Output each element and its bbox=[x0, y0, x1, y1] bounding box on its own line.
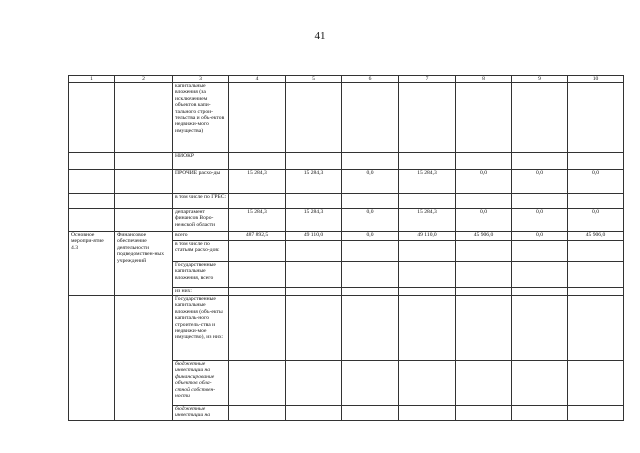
table-cell: 49 110,0 bbox=[399, 232, 456, 241]
table-cell bbox=[69, 170, 115, 194]
column-number: 6 bbox=[342, 76, 399, 83]
table-cell: в том числе по статьям расхо-дов: bbox=[173, 241, 229, 262]
table-cell bbox=[456, 288, 512, 296]
table-cell bbox=[399, 153, 456, 170]
table-cell bbox=[568, 296, 624, 361]
table-cell bbox=[342, 296, 399, 361]
table-row bbox=[69, 209, 624, 232]
table-cell: 0,0 bbox=[342, 232, 399, 241]
table-cell bbox=[568, 83, 624, 153]
column-number: 1 bbox=[69, 76, 115, 83]
table-cell: 0,0 bbox=[456, 209, 512, 232]
table-cell bbox=[399, 194, 456, 209]
table-cell: бюджетные инвестиции на финансирование объектов обла-стной собствен-ности bbox=[173, 361, 229, 406]
table-cell bbox=[399, 406, 456, 421]
table-cell bbox=[286, 288, 342, 296]
table-cell bbox=[115, 153, 173, 170]
table-cell bbox=[456, 361, 512, 406]
table-cell bbox=[456, 194, 512, 209]
table-cell: 0,0 bbox=[512, 232, 568, 241]
table-cell bbox=[342, 262, 399, 288]
table-cell bbox=[115, 194, 173, 209]
table-cell: 15 284,3 bbox=[286, 170, 342, 194]
table-row bbox=[69, 170, 624, 194]
table-cell: всего bbox=[173, 232, 229, 241]
table-row bbox=[69, 296, 624, 361]
table-cell bbox=[69, 194, 115, 209]
table-cell bbox=[286, 241, 342, 262]
table-cell bbox=[342, 241, 399, 262]
table-cell bbox=[229, 406, 286, 421]
table-cell: Государственные капитальные вложения, всего bbox=[173, 262, 229, 288]
table-cell bbox=[512, 83, 568, 153]
table-cell bbox=[229, 288, 286, 296]
table-cell bbox=[286, 83, 342, 153]
table-cell bbox=[115, 296, 173, 421]
table-cell: 487 892,5 bbox=[229, 232, 286, 241]
table-cell bbox=[568, 262, 624, 288]
table-cell bbox=[115, 170, 173, 194]
column-number: 4 bbox=[229, 76, 286, 83]
table-cell bbox=[229, 241, 286, 262]
table-cell bbox=[456, 262, 512, 288]
table-cell: бюджетные инвестиции на bbox=[173, 406, 229, 421]
table-cell bbox=[456, 296, 512, 361]
table-cell bbox=[512, 262, 568, 288]
table-cell bbox=[399, 361, 456, 406]
table-cell: 15 284,3 bbox=[286, 209, 342, 232]
table-cell bbox=[568, 194, 624, 209]
table-cell: 0,0 bbox=[342, 170, 399, 194]
column-number-row bbox=[69, 76, 624, 83]
table-cell bbox=[568, 288, 624, 296]
table-cell bbox=[512, 288, 568, 296]
table-cell: ПРОЧИЕ расхо-ды bbox=[173, 170, 229, 194]
table-cell bbox=[456, 153, 512, 170]
table-cell bbox=[69, 209, 115, 232]
table-cell: 15 284,3 bbox=[229, 209, 286, 232]
table-cell: 15 284,3 bbox=[399, 170, 456, 194]
table-cell bbox=[342, 83, 399, 153]
table-cell bbox=[568, 153, 624, 170]
table-cell bbox=[342, 153, 399, 170]
table-cell bbox=[286, 296, 342, 361]
table-cell: 0,0 bbox=[568, 209, 624, 232]
table-cell bbox=[512, 296, 568, 361]
table-cell bbox=[399, 241, 456, 262]
column-number: 10 bbox=[568, 76, 624, 83]
table-cell: департамент финансов Воро-нежской области bbox=[173, 209, 229, 232]
table-cell bbox=[342, 406, 399, 421]
table-cell bbox=[286, 194, 342, 209]
table-cell bbox=[568, 361, 624, 406]
table-row bbox=[69, 194, 624, 209]
column-number: 2 bbox=[115, 76, 173, 83]
table-cell bbox=[286, 262, 342, 288]
table-cell bbox=[69, 296, 115, 421]
table-cell bbox=[512, 241, 568, 262]
table-cell bbox=[399, 83, 456, 153]
column-number: 5 bbox=[286, 76, 342, 83]
table-cell: из них: bbox=[173, 288, 229, 296]
table-cell bbox=[456, 406, 512, 421]
table-cell: 0,0 bbox=[456, 170, 512, 194]
budget-table bbox=[68, 75, 624, 421]
table-cell bbox=[229, 296, 286, 361]
table-cell bbox=[229, 262, 286, 288]
table-row bbox=[69, 153, 624, 170]
table-cell bbox=[399, 296, 456, 361]
table-cell bbox=[342, 361, 399, 406]
table-cell bbox=[286, 406, 342, 421]
table-cell: 0,0 bbox=[512, 209, 568, 232]
table-cell: 0,0 bbox=[342, 209, 399, 232]
table-cell bbox=[342, 288, 399, 296]
table-cell bbox=[229, 194, 286, 209]
table-cell: Государственные капитальные вложения (объ-екты капиталь-ного строитель-ства и недвижи-мое имущество), из них: bbox=[173, 296, 229, 361]
table-cell bbox=[512, 406, 568, 421]
table-cell bbox=[568, 241, 624, 262]
table-cell: 45 906,0 bbox=[568, 232, 624, 241]
table-cell bbox=[229, 361, 286, 406]
table-cell bbox=[229, 83, 286, 153]
table-cell bbox=[568, 406, 624, 421]
table-cell: 49 110,0 bbox=[286, 232, 342, 241]
table-cell: 0,0 bbox=[568, 170, 624, 194]
table-cell: НИОКР bbox=[173, 153, 229, 170]
table-cell: 15 284,3 bbox=[399, 209, 456, 232]
table-cell bbox=[69, 83, 115, 153]
table-cell bbox=[512, 194, 568, 209]
table-cell bbox=[69, 153, 115, 170]
column-number: 3 bbox=[173, 76, 229, 83]
table-cell bbox=[286, 361, 342, 406]
table-cell bbox=[399, 288, 456, 296]
table-cell: в том числе по ГРБС: bbox=[173, 194, 229, 209]
table-cell bbox=[115, 209, 173, 232]
table-cell: Финансовое обеспечение деятельности подведомствен-ных учреждений bbox=[115, 232, 173, 296]
table-cell: Основное меропри-ятие 4.3 bbox=[69, 232, 115, 296]
table-cell bbox=[286, 153, 342, 170]
table-cell: капитальные вложения (за исключением объектов капи-тального строи-тельства и объ-ектов недвижи-мого имущества) bbox=[173, 83, 229, 153]
page-number: 41 bbox=[314, 30, 326, 42]
table-cell bbox=[115, 83, 173, 153]
table-cell: 0,0 bbox=[512, 170, 568, 194]
table-cell bbox=[229, 153, 286, 170]
table-cell bbox=[399, 262, 456, 288]
column-number: 7 bbox=[399, 76, 456, 83]
table-row bbox=[69, 232, 624, 241]
column-number: 9 bbox=[512, 76, 568, 83]
table-cell bbox=[456, 241, 512, 262]
table-cell bbox=[512, 153, 568, 170]
table-cell bbox=[456, 83, 512, 153]
table-cell: 15 284,3 bbox=[229, 170, 286, 194]
table-row bbox=[69, 83, 624, 153]
column-number: 8 bbox=[456, 76, 512, 83]
table-cell bbox=[512, 361, 568, 406]
table-cell bbox=[342, 194, 399, 209]
table-cell: 45 906,0 bbox=[456, 232, 512, 241]
